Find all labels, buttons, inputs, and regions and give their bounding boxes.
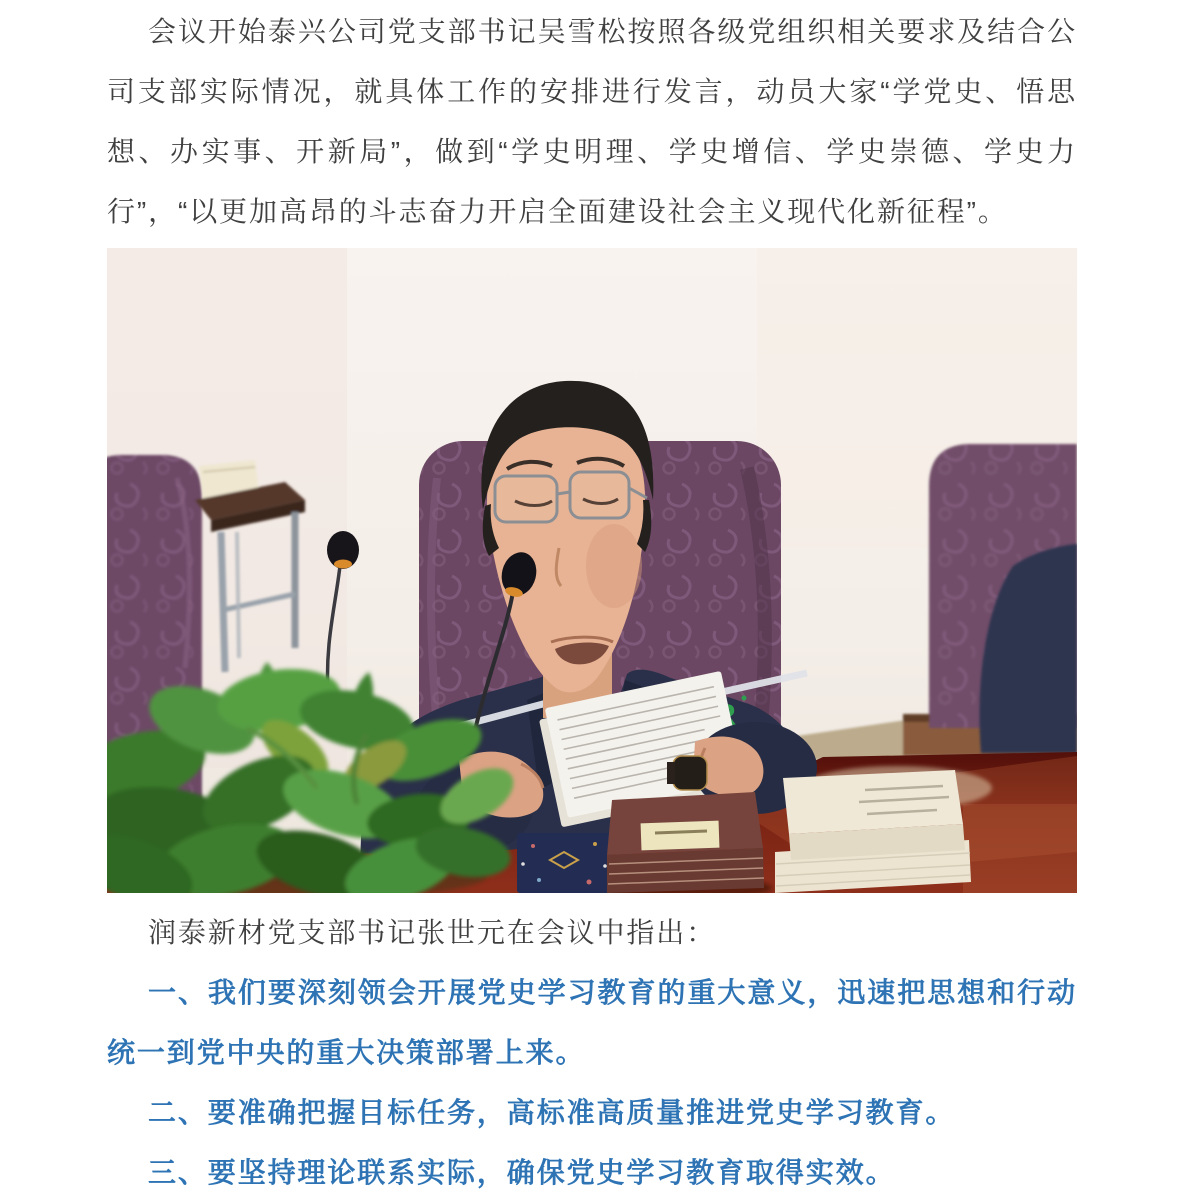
paragraph-point-1: 一、我们要深刻领会开展党史学习教育的重大意义，迅速把思想和行动统一到党中央的重大决策部署上来。 (107, 977, 1077, 1068)
maroon-book (607, 792, 764, 893)
meeting-photo (107, 248, 1077, 893)
blue-notebook (517, 833, 611, 893)
paragraph-point-2: 二、要准确把握目标任务，高标准高质量推进党史学习教育。 (148, 1097, 956, 1128)
paragraph-speaker-intro: 润泰新材党支部书记张世元在会议中指出： (148, 917, 717, 948)
glasses (495, 472, 647, 522)
paragraph-point-3: 三、要坚持理论联系实际，确保党史学习教育取得实效。 (148, 1157, 896, 1188)
article-body (107, 2, 1077, 1203)
paragraph-intro: 会议开始泰兴公司党支部书记吴雪松按照各级党组织相关要求及结合公司支部实际情况，就具体工作的安排进行发言，动员大家“学党史、悟思想、办实事、开新局”，做到“学史明理、学史增信、学史崇德、学史力行”，“以更加高昂的斗志奋力开启全面建设社会主义现代化新征程”。 (107, 16, 1077, 227)
study-books-stack (775, 770, 971, 893)
